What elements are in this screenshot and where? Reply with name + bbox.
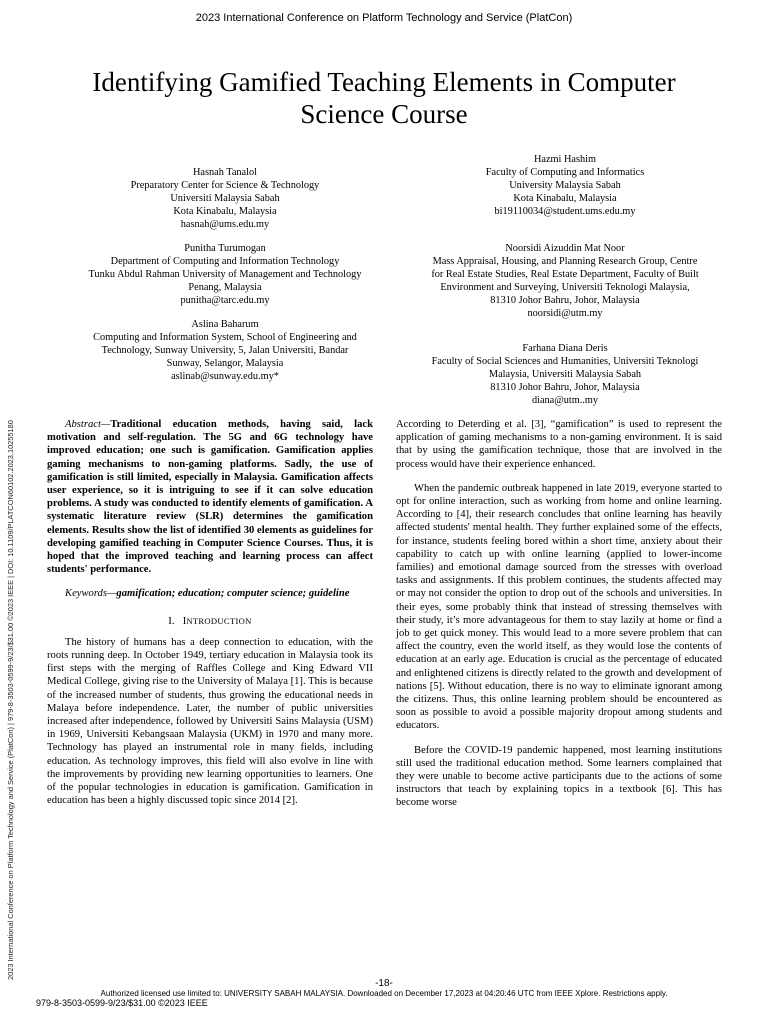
section-number: I. [168,614,175,627]
paper-title [40,66,728,130]
title-line-1: Identifying Gamified Teaching Elements in Computer [92,67,676,97]
author-name: Punitha Turumogan [184,243,266,254]
author-block-5 [50,318,400,383]
author-name: Noorsidi Aizuddin Mat Noor [505,243,625,254]
author-affiliation: Computing and Information System, School of Engineering and [93,332,357,343]
page-number: -18- [375,978,393,989]
author-affiliation: Technology, Sunway University, 5, Jalan Universiti, Bandar [101,345,349,356]
right-column [396,418,722,821]
body-paragraph-2: When the pandemic outbreak happened in late 2019, everyone started to opt for online interaction, such as working from home and online learning. According to [4], their research concludes that online learning has heavily affected students' mental health. They further explained some of the effects, for instance, students feeling bored within a short time, anxiety about their capability to catch up with online learning (applied to lower-income families) and emotional damage sourced from the stresses with overload tasks and assignments. If this problem continues, the students affected may or may not consider the option to drop out of the schools and universities. In their eyes, some probably think that instead of stressing themselves with their study, it’s more advantageous for them to stay lazily at home or find a job to get quick money. This would lead to a more severe problem that can affect the country, even the world itself, as they would lose the contents of education at an early age. Education is crucial as the percentage of educated and enlightened citizens is directly related to the growth and development of nations [5]. Without education, there is no way to eliminate ignorant among the citizens. Thus, this online learning problem should be encountered as soon as possible to avoid a possible majority dropout among students and educators. [396,482,722,732]
author-affiliation: Kota Kinabalu, Malaysia [173,206,277,217]
author-affiliation: Mass Appraisal, Housing, and Planning Research Group, Centre [432,256,698,267]
author-name: Farhana Diana Deris [522,343,608,354]
author-affiliation: Tunku Abdul Rahman University of Management and Technology [88,269,362,280]
author-affiliation: Malaysia, Universiti Malaysia Sabah [488,369,642,380]
section-title-rest: NTRODUCTION [186,615,252,626]
author-affiliation: for Real Estate Studies, Real Estate Department, Faculty of Built [431,269,699,280]
title-line-2: Science Course [300,99,468,129]
conference-header: 2023 International Conference on Platform Technology and Service (PlatCon) [195,12,573,24]
section-heading-introduction [47,615,373,628]
author-affiliation: Penang, Malaysia [188,282,262,293]
author-affiliation: Kota Kinabalu, Malaysia [513,193,617,204]
author-name: Hazmi Hashim [533,154,597,165]
license-notice: Authorized licensed use limited to: UNIVERSITY SABAH MALAYSIA. Downloaded on December 17,2023 at 04:20:46 UTC from IEEE Xplore. Restrictions apply. [100,989,668,998]
abstract-text: Traditional education methods, having said, lack motivation and self-regulation. The 5G and 6G technology have improved education; one such is gamification. Gamification applies gaming mechanisms to non-gaming platforms. Sadly, the use of gamification is still limited, especially in Malaysia. Gamification affects user experience, so it is intriguing to see if it can solve education problems. A study was conducted to identify elements of gamification. A systematic literature review (SLR) determines the gamification elements. Results show the list of identified 30 elements as guidelines for developing gamified teaching in Computer Science Courses. Thus, it is hoped that the improved teaching and learning process can affect students' performance. [47,419,373,576]
keywords-lead: Keywords— [65,588,117,600]
author-name: Hasnah Tanalol [193,167,257,178]
author-affiliation: Faculty of Computing and Informatics [485,167,645,178]
keywords [47,587,373,600]
body-paragraph-3: Before the COVID-19 pandemic happened, most learning institutions still used the traditional education method. Some learners complained that they were unable to become active participants due to the actions of some instructors that teach by explaining topics in a textbook [6]. This has become worse [396,744,722,809]
author-email: diana@utm..my [531,395,599,406]
author-name: Aslina Baharum [191,319,259,330]
author-affiliation: Universiti Malaysia Sabah [170,193,280,204]
doi-sidebar: 2023 International Conference on Platform Technology and Service (PlatCon) | 979-8-3503-0599-9/23/$31.00 ©2023 IEEE | DOI: 10.1109/PLATCON60102.2023.10255180 [6,420,15,980]
author-block-6 [400,342,730,407]
author-affiliation: 81310 Johor Bahru, Johor, Malaysia [490,382,640,393]
author-email: punitha@tarc.edu.my [180,295,270,306]
author-affiliation: Department of Computing and Information Technology [110,256,340,267]
abstract-lead: Abstract— [65,419,111,430]
body-paragraph-1: According to Deterding et al. [3], “gamification” is used to represent the application of gaming mechanisms to a non-gaming environment. It is said that by using the gamification technique, those that are involved in the process would have their experience enhanced. [396,419,722,470]
author-block-4 [400,242,730,320]
author-block-1 [60,166,390,231]
author-affiliation: Faculty of Social Sciences and Humanities, Universiti Teknologi [431,356,699,367]
author-affiliation: Sunway, Selangor, Malaysia [166,358,284,369]
copyright-notice: 979-8-3503-0599-9/23/$31.00 ©2023 IEEE [36,998,208,1008]
author-email: bi19110034@student.ums.edu.my [494,206,636,217]
author-email: noorsidi@utm.my [527,308,603,319]
keywords-text: gamification; education; computer science; guideline [116,588,350,600]
author-affiliation: Environment and Surveying, Universiti Teknologi Malaysia, [440,282,690,293]
author-email: hasnah@ums.edu.my [180,219,270,230]
author-affiliation: 81310 Johor Bahru, Johor, Malaysia [490,295,640,306]
author-affiliation: University Malaysia Sabah [509,180,621,191]
author-block-2 [400,153,730,218]
author-affiliation: Preparatory Center for Science & Technology [130,180,320,191]
section-first-letter: I [182,614,187,627]
abstract [47,418,373,576]
author-block-3 [40,242,410,307]
left-column [47,418,373,818]
intro-paragraph-1: The history of humans has a deep connection to education, with the roots running deep. In October 1949, tertiary education in Malaysia took its first steps with the merging of Raffles College and King Edward VII Medical College, giving rise to the University of Malaya [1]. This is because of the increased number of students, thus growing the educational needs in Malaya before independence. Later, the number of public universities increased after independence, followed by Universiti Sains Malaysia (USM) in 1969, Universiti Kebangsaan Malaysia (UKM) in 1970 and many more. Technology has played an instrumental role in many fields, including education. As technology improves, this field will also evolve in line with the improvements by providing new learning opportunities to learners. One of the popular technologies in education is gamification. Gamification in education has been a highly discussed topic since 2014 [2]. [47,636,373,807]
author-email: aslinab@sunway.edu.my* [171,371,279,382]
